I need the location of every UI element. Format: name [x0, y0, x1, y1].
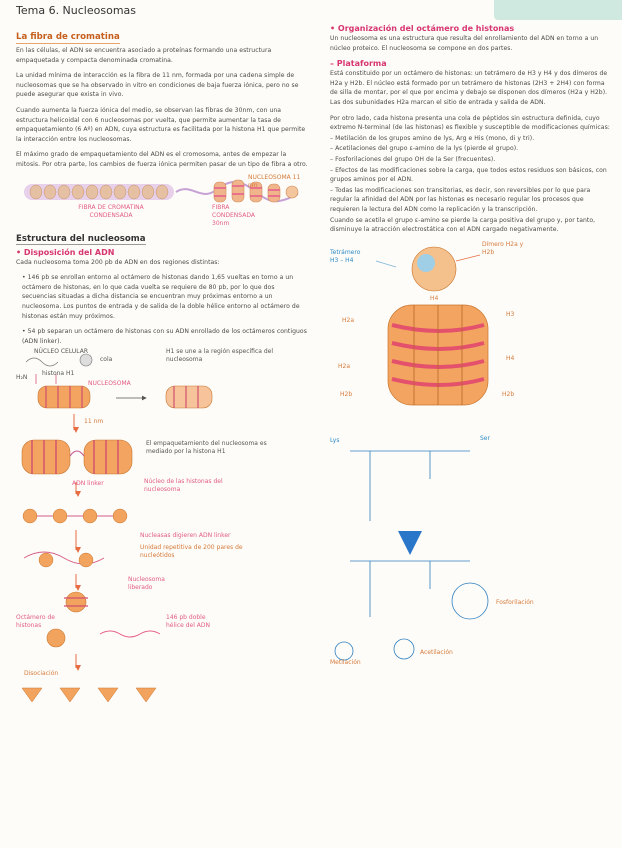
corner-tab	[494, 0, 622, 20]
acetilacion-label: Acetilación	[420, 648, 453, 656]
nm-label: 11 nm	[84, 418, 104, 426]
flow-drawing	[16, 348, 308, 708]
h2a-lower-label: H2a	[338, 362, 351, 370]
lys-label: Lys	[330, 436, 340, 444]
left-column	[16, 24, 308, 708]
paragraph: El máximo grado de empaquetamiento del ADN es el cromosoma, antes de empezar la mitosis. Por otra parte, los cambios de fuerza iónica permiten pasar de un tipo de fibra a otro.	[16, 151, 308, 168]
paragraph: Cuando aumenta la fuerza iónica del medio, se observan las fibras de 30nm, con una estructura helicoidal con 6 nucleosomas por vuelta, que permite aumentar la tasa de empaquetamiento (6 Aº) en ADN, cuya estructura es facilitada por la histona H1 que permite la interacción entre los nucleosomas.	[16, 106, 306, 143]
paragraph: Está constituido por un octámero de histonas: un tetrámero de H3 y H4 y dos dímeros de H2a y H2b. El núcleo está formado por un tetrámero de histonas (2H3 + 2H4) con forma de silla de montar, por el que por encima y debajo se disponen dos dímeros (H2a y H2b). Las dos subunidades H2a marcan el sitio de entrada y salida de ADN.	[330, 70, 608, 106]
paragraph: – Efectos de las modificaciones sobre la carga, que todos estos residuos son básicos, con grupos aminos por el ADN.	[330, 166, 607, 184]
fibra-30-label: FIBRA CONDENSADA 30nm	[212, 203, 255, 227]
h2b-label: H2b	[340, 390, 353, 398]
org-heading: • Organización del octámero de histonas	[330, 24, 515, 33]
octamero-label: Octámero de histonas	[16, 614, 55, 630]
cola-label: cola	[100, 356, 113, 364]
right-column	[330, 22, 610, 667]
paragraph: La unidad mínima de interacción es la fibra de 11 nm, formada por una cadena simple de nucleosomas que se ha observado in vitro en condiciones de baja fuerza iónica, pero no se puede asegurar que exista in vivo.	[16, 72, 299, 99]
nucleosoma-label: NUCLEOSOMA 11 nm	[248, 173, 301, 189]
h2a-label: H2a	[342, 316, 355, 324]
chemistry-drawing	[330, 431, 610, 667]
paragraph: • 146 pb se enrollan entorno al octámero de histonas dando 1,65 vueltas en torno a un octámero de histonas, en lo que cada vuelta se requiere de 80 pb, por lo que dos secuencias situadas a dicha distancia se encuentran muy próximas entorno a un nucleosoma. Los puntos de entrada y de salida de la doble hélice entorno al octámero de histonas están muy próximos.	[22, 274, 300, 320]
nucleo-histonas-label: Núcleo de las histonas del nucleosoma	[144, 478, 223, 494]
une-region-label: H1 se une a la región específica del nucleosoma	[166, 348, 273, 364]
paragraph: • 54 pb separan un octámero de histonas con su ADN enrollado de los octámeros contiguos (ADN linker).	[22, 328, 307, 345]
page-title: Tema 6. Nucleosomas	[16, 4, 137, 17]
h4-label: H4	[430, 294, 439, 302]
octamer-drawing	[330, 241, 610, 431]
chemistry-diagram	[330, 431, 610, 667]
h3-label: H3	[506, 310, 515, 318]
disposicion-heading: • Disposición del ADN	[16, 247, 115, 257]
paragraph: Cuando se acetila el grupo ε-amino se pierde la carga positiva del grupo y, por tanto, disminuye la atracción electrostática con el ADN cargado negativamente.	[330, 216, 596, 234]
octamer-diagram	[330, 241, 610, 431]
metilacion-label: Metilación	[330, 658, 361, 666]
pb146-label: 146 pb doble hélice del ADN	[166, 614, 211, 630]
paragraph: Por otro lado, cada histona presenta una cola de péptidos sin estructura definida, cuyo extremo N-terminal (de las histonas) es flexible y susceptible de modificaciones químicas:	[330, 114, 610, 132]
fibra-label: FIBRA DE CROMATINA CONDENSADA	[78, 203, 144, 219]
plataforma-heading: – Plataforma	[330, 59, 387, 69]
paragraph: – Todas las modificaciones son transitorias, es decir, son reversibles por lo que para regular la afinidad del ADN por las histonas es necesario regular los procesos que requieren la lectura del ADN como la replicación y la transcripción.	[330, 186, 591, 213]
h2b-lower-label: H2b	[502, 390, 515, 398]
nucleosoma-liberado-label: Nucleosoma liberado	[128, 576, 165, 592]
nucleasas-label: Nucleasas digieren ADN linker	[140, 532, 231, 540]
tetramero-label: Tetrámero H3 – H4	[330, 248, 361, 264]
fosforilacion-label: Fosforilación	[496, 598, 534, 606]
histona-h1-label: histona H1	[42, 370, 75, 378]
estructura-heading: Estructura del nucleosoma	[16, 233, 146, 244]
ser-label: Ser	[480, 434, 490, 442]
hn-label: H₂N	[16, 374, 28, 382]
fibra-heading: La fibra de cromatina	[16, 32, 120, 42]
paragraph: En las células, el ADN se encuentra asociado a proteínas formando una estructura empaquetada y compacta denominada cromatina.	[16, 47, 272, 64]
unidad-label: Unidad repetitiva de 200 pares de nucleótidos	[140, 544, 243, 560]
h4-lower-label: H4	[506, 354, 515, 362]
paragraph: – Metilación de los grupos amino de lys, Arg e His (mono, di y tri).	[330, 134, 535, 142]
paragraph: Un nucleosoma es una estructura que resulta del enrollamiento del ADN en torno a un núcleo proteico. El nucleosoma se compone en dos partes.	[330, 35, 599, 52]
fibra-diagram	[16, 174, 308, 226]
adn-linker-label: ADN linker	[72, 480, 104, 488]
nucleosome-flow-diagram	[16, 348, 308, 708]
nucleo-celular-label: NÚCLEO CELULAR	[34, 348, 89, 356]
dimero-label: Dímero H2a y H2b	[482, 240, 524, 256]
paragraph: Cada nucleosoma toma 200 pb de ADN en dos regiones distintas:	[16, 258, 220, 266]
nucleosoma-flow-label: NUCLEOSOMA	[88, 380, 131, 388]
empaquetamiento-label: El empaquetamiento del nucleosoma es mediado por la histona H1	[146, 440, 267, 456]
disociacion-label: Disociación	[24, 670, 59, 678]
paragraph: – Acetilaciones del grupo ε-amino de la lys (pierde el grupo).	[330, 145, 519, 153]
paragraph: – Fosforilaciones del grupo OH de la Ser (frecuentes).	[330, 155, 496, 163]
